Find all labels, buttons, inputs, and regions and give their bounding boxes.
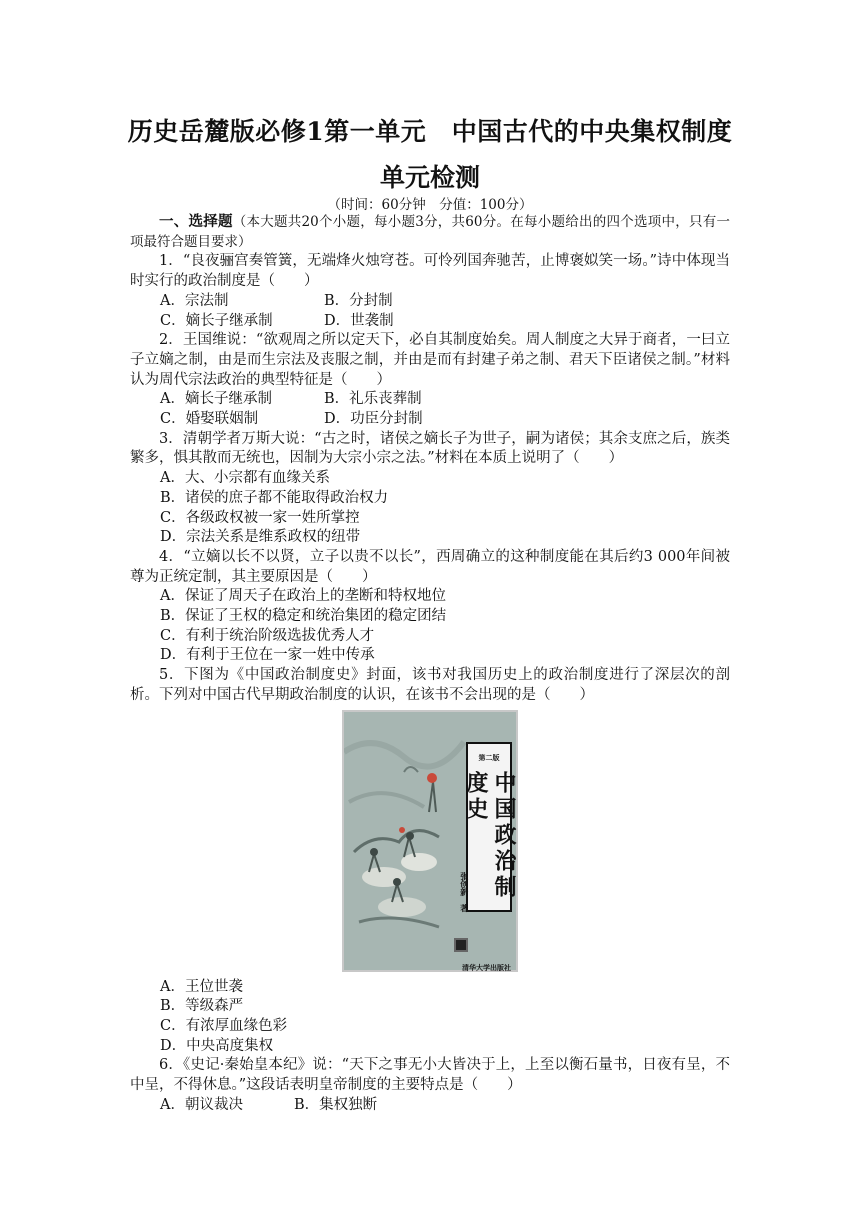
option-b: B．礼乐丧葬制 <box>324 391 422 408</box>
option-a: A．嫡长子继承制 <box>160 391 272 408</box>
question-3-stem: 3．清朝学者万斯大说：“古之时，诸侯之嫡长子为世子，嗣为诸侯；其余支庶之后，族类繁多，惧其散而无统也，因制为大宗小宗之法。”材料在本质上说明了（ ） <box>130 430 730 467</box>
section-instructions <box>130 212 730 252</box>
option-c: C．婚娶联姻制 <box>160 411 259 428</box>
option-a: A．保证了周天子在政治上的垄断和特权地位 <box>160 588 446 605</box>
option-d: D．有利于王位在一家一姓中传承 <box>160 647 375 664</box>
option-a: A．王位世袭 <box>160 978 243 995</box>
option-b: B．诸侯的庶子都不能取得政治权力 <box>160 489 389 506</box>
question-6-options-row1 <box>130 1096 730 1116</box>
option-d: D．中央高度集权 <box>160 1037 274 1054</box>
option-b: B．等级森严 <box>160 998 244 1015</box>
time-score-info: （时间：60分钟 分值：100分） <box>327 197 533 213</box>
option-a: A．宗法制 <box>160 292 229 309</box>
question-1-stem: 1．“良夜骊宫奏管簧，无端烽火烛穹苍。可怜列国奔驰苦，止博褒姒笑一场。”诗中体现当时实行的政治制度是（ ） <box>130 253 730 290</box>
option-d: D．功臣分封制 <box>324 411 423 428</box>
cover-edition: 第二版 <box>478 752 500 762</box>
question-2-options-row2 <box>130 410 730 430</box>
cover-title: 中国政治制度史 <box>463 771 516 902</box>
cover-publisher: 清华大学出版社 <box>462 963 511 972</box>
option-c: C．有浓厚血缘色彩 <box>160 1017 288 1034</box>
question-4-stem: 4．“立嫡以长不以贤，立子以贵不以长”，西周确立的这种制度能在其后约3 000年间被尊为正统定制，其主要原因是（ ） <box>130 548 730 585</box>
option-d: D．世袭制 <box>324 312 394 329</box>
publisher-logo-icon <box>454 938 468 952</box>
book-cover-image <box>342 710 518 972</box>
section-note: （本大题共20个小题，每小题3分，共60分。在每小题给出的四个选项中，只有一项最符合题目要求） <box>130 214 731 250</box>
document-subtitle: 单元检测 <box>379 163 480 192</box>
question-2-stem: 2．王国维说：“欲观周之所以定天下，必自其制度始矣。周人制度之大异于商者，一曰立子立嫡之制，由是而生宗法及丧服之制，并由是而有封建子弟之制、君天下臣诸侯之制。”材料认为周代宗法政治的典型特征是（ ） <box>130 332 730 388</box>
question-1-options-row1 <box>130 292 730 312</box>
option-a: A．朝议裁决 <box>160 1096 243 1113</box>
option-c: C．嫡长子继承制 <box>160 312 273 329</box>
option-c: C．各级政权被一家一姓所掌控 <box>160 509 360 526</box>
cover-author: 张创新 著 <box>459 871 470 912</box>
document-title: 历史岳麓版必修1第一单元 中国古代的中央集权制度 <box>127 117 733 146</box>
option-b: B．分封制 <box>324 292 393 309</box>
exam-body <box>130 212 730 1116</box>
question-6-stem: 6．《史记·秦始皇本纪》说：“天下之事无小大皆决于上，上至以衡石量书，日夜有呈，不中呈，不得休息。”这段话表明皇帝制度的主要特点是（ ） <box>130 1057 730 1094</box>
option-c: C．有利于统治阶级选拔优秀人才 <box>160 627 375 644</box>
option-a: A．大、小宗都有血缘关系 <box>160 470 330 487</box>
option-b: B．集权独断 <box>294 1096 378 1113</box>
question-1-options-row2 <box>130 312 730 332</box>
option-b: B．保证了王权的稳定和统治集团的稳定团结 <box>160 608 447 625</box>
section-heading: 一、选择题 <box>159 213 233 230</box>
book-cover-figure <box>130 710 730 972</box>
option-d: D．宗法关系是维系政权的纽带 <box>160 529 361 546</box>
question-5-stem: 5．下图为《中国政治制度史》封面，该书对我国历史上的政治制度进行了深层次的剖析。下列对中国古代早期政治制度的认识，在该书不会出现的是（ ） <box>130 667 730 703</box>
question-2-options-row1 <box>130 390 730 410</box>
